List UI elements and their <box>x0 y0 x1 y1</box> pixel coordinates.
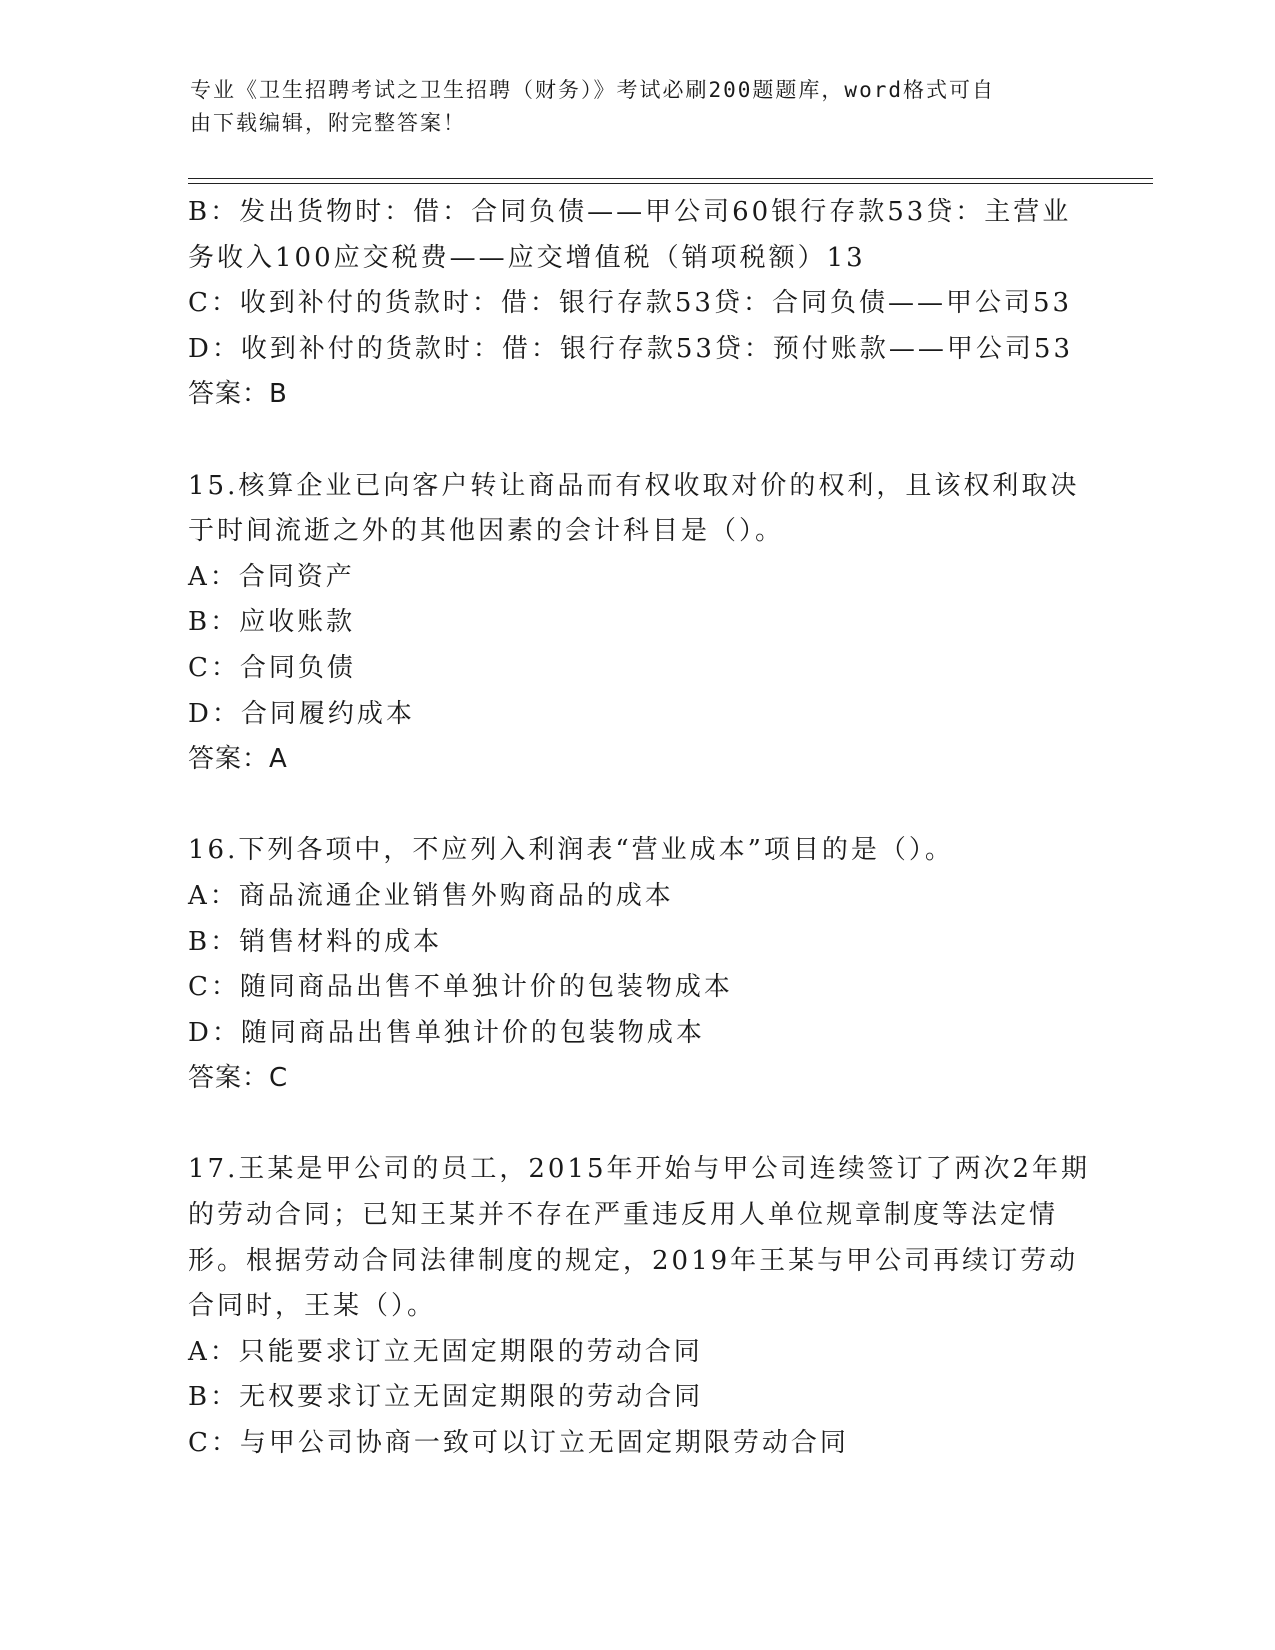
option-c: C：与甲公司协商一致可以订立无固定期限劳动合同 <box>188 1428 849 1459</box>
header-divider-bottom <box>188 183 1153 184</box>
option-b: B：无权要求订立无固定期限的劳动合同 <box>188 1382 704 1413</box>
option-d: D：收到补付的货款时：借：银行存款53贷：预付账款——甲公司53 <box>188 333 1074 364</box>
option-b: B：销售材料的成本 <box>188 926 443 957</box>
option-d: D：随同商品出售单独计价的包装物成本 <box>188 1017 705 1048</box>
question-block-14 <box>188 190 1088 418</box>
option-b-line-2: 务收入100应交税费——应交增值税（销项税额）13 <box>188 242 866 273</box>
document-body <box>188 190 1091 1467</box>
question-stem-line-1: 17.王某是甲公司的员工，2015年开始与甲公司连续签订了两次2年期 <box>188 1154 1091 1185</box>
question-stem-line-4: 合同时，王某（）。 <box>188 1291 437 1322</box>
answer-label: 答案：A <box>188 744 288 775</box>
question-block-16 <box>188 828 1088 1102</box>
option-d: D：合同履约成本 <box>188 698 415 729</box>
header-divider-top <box>188 178 1153 179</box>
question-stem-line-1: 16.下列各项中，不应列入利润表“营业成本”项目的是（）。 <box>188 835 954 866</box>
question-stem-line-2: 的劳动合同；已知王某并不存在严重违反用人单位规章制度等法定情 <box>188 1200 1059 1231</box>
answer-label: 答案：B <box>188 379 288 410</box>
header-line-1: 专业《卫生招聘考试之卫生招聘（财务）》考试必刷200题题库，word格式可自 <box>190 78 995 102</box>
document-header <box>190 74 1070 140</box>
answer-label: 答案：C <box>188 1063 289 1094</box>
question-stem-line-1: 15.核算企业已向客户转让商品而有权收取对价的权利，且该权利取决 <box>188 470 1080 501</box>
spacer <box>188 1102 1088 1148</box>
option-b: B：应收账款 <box>188 607 356 638</box>
option-a: A：商品流通企业销售外购商品的成本 <box>188 880 674 911</box>
spacer <box>188 783 1088 829</box>
option-b-line-1: B：发出货物时：借：合同负债——甲公司60银行存款53贷：主营业 <box>188 197 1072 227</box>
question-stem-line-2: 于时间流逝之外的其他因素的会计科目是（）。 <box>188 516 785 547</box>
option-a: A：合同资产 <box>188 561 355 592</box>
option-a: A：只能要求订立无固定期限的劳动合同 <box>188 1336 703 1367</box>
question-stem-line-3: 形。根据劳动合同法律制度的规定，2019年王某与甲公司再续订劳动 <box>188 1245 1079 1276</box>
option-c: C：收到补付的货款时：借：银行存款53贷：合同负债——甲公司53 <box>188 288 1073 319</box>
header-line-2: 由下载编辑，附完整答案！ <box>190 111 466 135</box>
option-c: C：随同商品出售不单独计价的包装物成本 <box>188 972 733 1003</box>
question-block-17 <box>188 1147 1091 1466</box>
option-c: C：合同负债 <box>188 652 356 683</box>
question-block-15 <box>188 464 1088 783</box>
spacer <box>188 418 1088 464</box>
